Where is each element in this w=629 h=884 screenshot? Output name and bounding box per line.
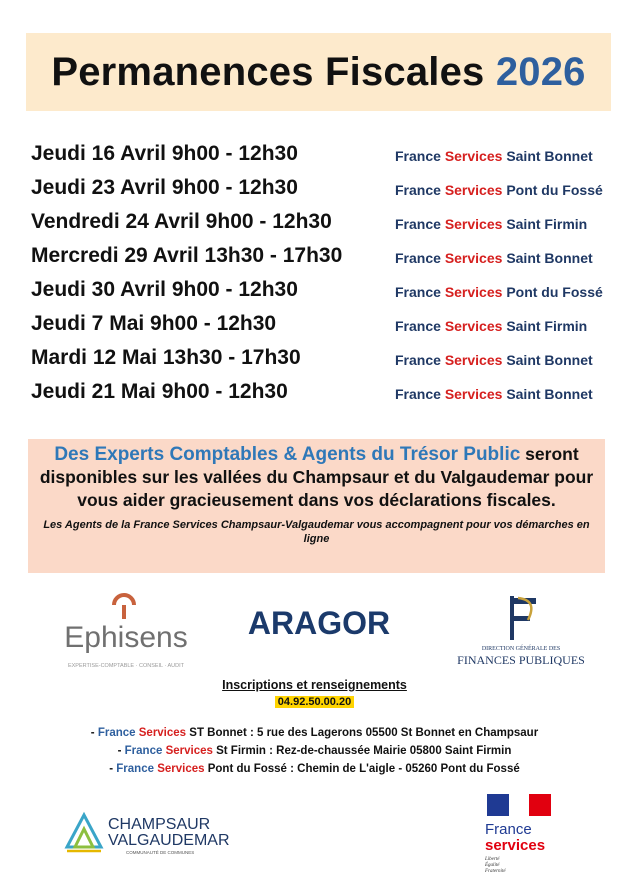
inscriptions-block [0, 678, 629, 710]
schedule-row [31, 210, 621, 244]
schedule-location: France Services Saint Bonnet [395, 386, 593, 402]
aragor-logo [244, 603, 394, 643]
schedule-date: Vendredi 24 Avril 9h00 - 12h30 [31, 210, 332, 233]
ephisens-arc-icon [114, 595, 134, 605]
fs-motto2: Égalité [485, 863, 500, 868]
schedule-location: France Services Saint Bonnet [395, 250, 593, 266]
address-line: - France Services Pont du Fossé : Chemin de L'aigle - 05260 Pont du Fossé [109, 763, 520, 775]
info-body: seront disponibles sur les vallées du Champsaur et du Valgaudemar pour vous aider gracieusement dans vos déclarations fiscales. [39, 444, 594, 510]
schedule-row [31, 278, 621, 312]
marianne-flag-icon [487, 794, 509, 816]
dgfip-line2: FINANCES PUBLIQUES [457, 653, 585, 667]
schedule-location: France Services Saint Firmin [395, 216, 588, 232]
schedule-date: Jeudi 21 Mai 9h00 - 12h30 [31, 380, 288, 403]
schedule-date: Jeudi 23 Avril 9h00 - 12h30 [31, 176, 298, 199]
fs-motto1: Liberté [485, 857, 500, 862]
dgfip-line1: DIRECTION GÉNÉRALE DES [481, 646, 561, 652]
info-subtext: Les Agents de la France Services Champsaur-Valgaudemar vous accompagnent pour vos démarches en ligne [43, 519, 590, 545]
fs-line2: services [485, 837, 546, 854]
schedule-row [31, 176, 621, 210]
title-banner [26, 33, 611, 111]
schedule-row [31, 142, 621, 176]
inscriptions-phone: 04.92.50.00.20 [275, 696, 354, 708]
ccv-line1: CHAMPSAUR [108, 816, 211, 833]
ephisens-name: Ephisens [64, 621, 188, 654]
ephisens-tagline: EXPERTISE-COMPTABLE · CONSEIL · AUDIT [67, 663, 185, 669]
title-text: Permanences Fiscales [51, 49, 485, 94]
schedule-date: Mercredi 29 Avril 13h30 - 17h30 [31, 244, 343, 267]
info-main-text [34, 443, 599, 512]
schedule-location: France Services Saint Bonnet [395, 148, 593, 164]
info-lead: Des Experts Comptables & Agents du Trésor Public [54, 444, 521, 465]
inscriptions-title: Inscriptions et renseignements [222, 678, 407, 692]
ccv-logo [62, 807, 252, 861]
schedule-date: Jeudi 7 Mai 9h00 - 12h30 [31, 312, 277, 335]
schedule-row [31, 312, 621, 346]
page-title [51, 50, 585, 95]
schedule-location: France Services Saint Firmin [395, 318, 588, 334]
france-services-logo [483, 792, 563, 877]
schedule-row [31, 346, 621, 380]
address-line: - France Services St Firmin : Rez-de-chaussée Mairie 05800 Saint Firmin [117, 745, 512, 757]
schedule-location: France Services Pont du Fossé [395, 284, 603, 300]
dgfip-logo [446, 590, 596, 670]
fs-motto3: Fraternité [485, 869, 506, 874]
ccv-line2: VALGAUDEMAR [108, 832, 230, 849]
ephisens-logo [46, 583, 206, 675]
aragor-name: ARAGOR [247, 605, 391, 641]
schedule-date: Mardi 12 Mai 13h30 - 17h30 [31, 346, 301, 369]
schedule-location: France Services Saint Bonnet [395, 352, 593, 368]
schedule-row [31, 244, 621, 278]
schedule-location: France Services Pont du Fossé [395, 182, 603, 198]
address-line: - France Services ST Bonnet : 5 rue des Lagerons 05500 St Bonnet en Champsaur [90, 727, 539, 739]
schedule-row [31, 380, 621, 414]
fs-line1: France [485, 821, 532, 838]
ccv-line3: COMMUNAUTÉ DE COMMUNES [126, 850, 195, 855]
schedule-date: Jeudi 30 Avril 9h00 - 12h30 [31, 278, 298, 301]
title-year: 2026 [495, 49, 586, 94]
schedule-date: Jeudi 16 Avril 9h00 - 12h30 [31, 142, 298, 165]
info-box [28, 439, 605, 573]
